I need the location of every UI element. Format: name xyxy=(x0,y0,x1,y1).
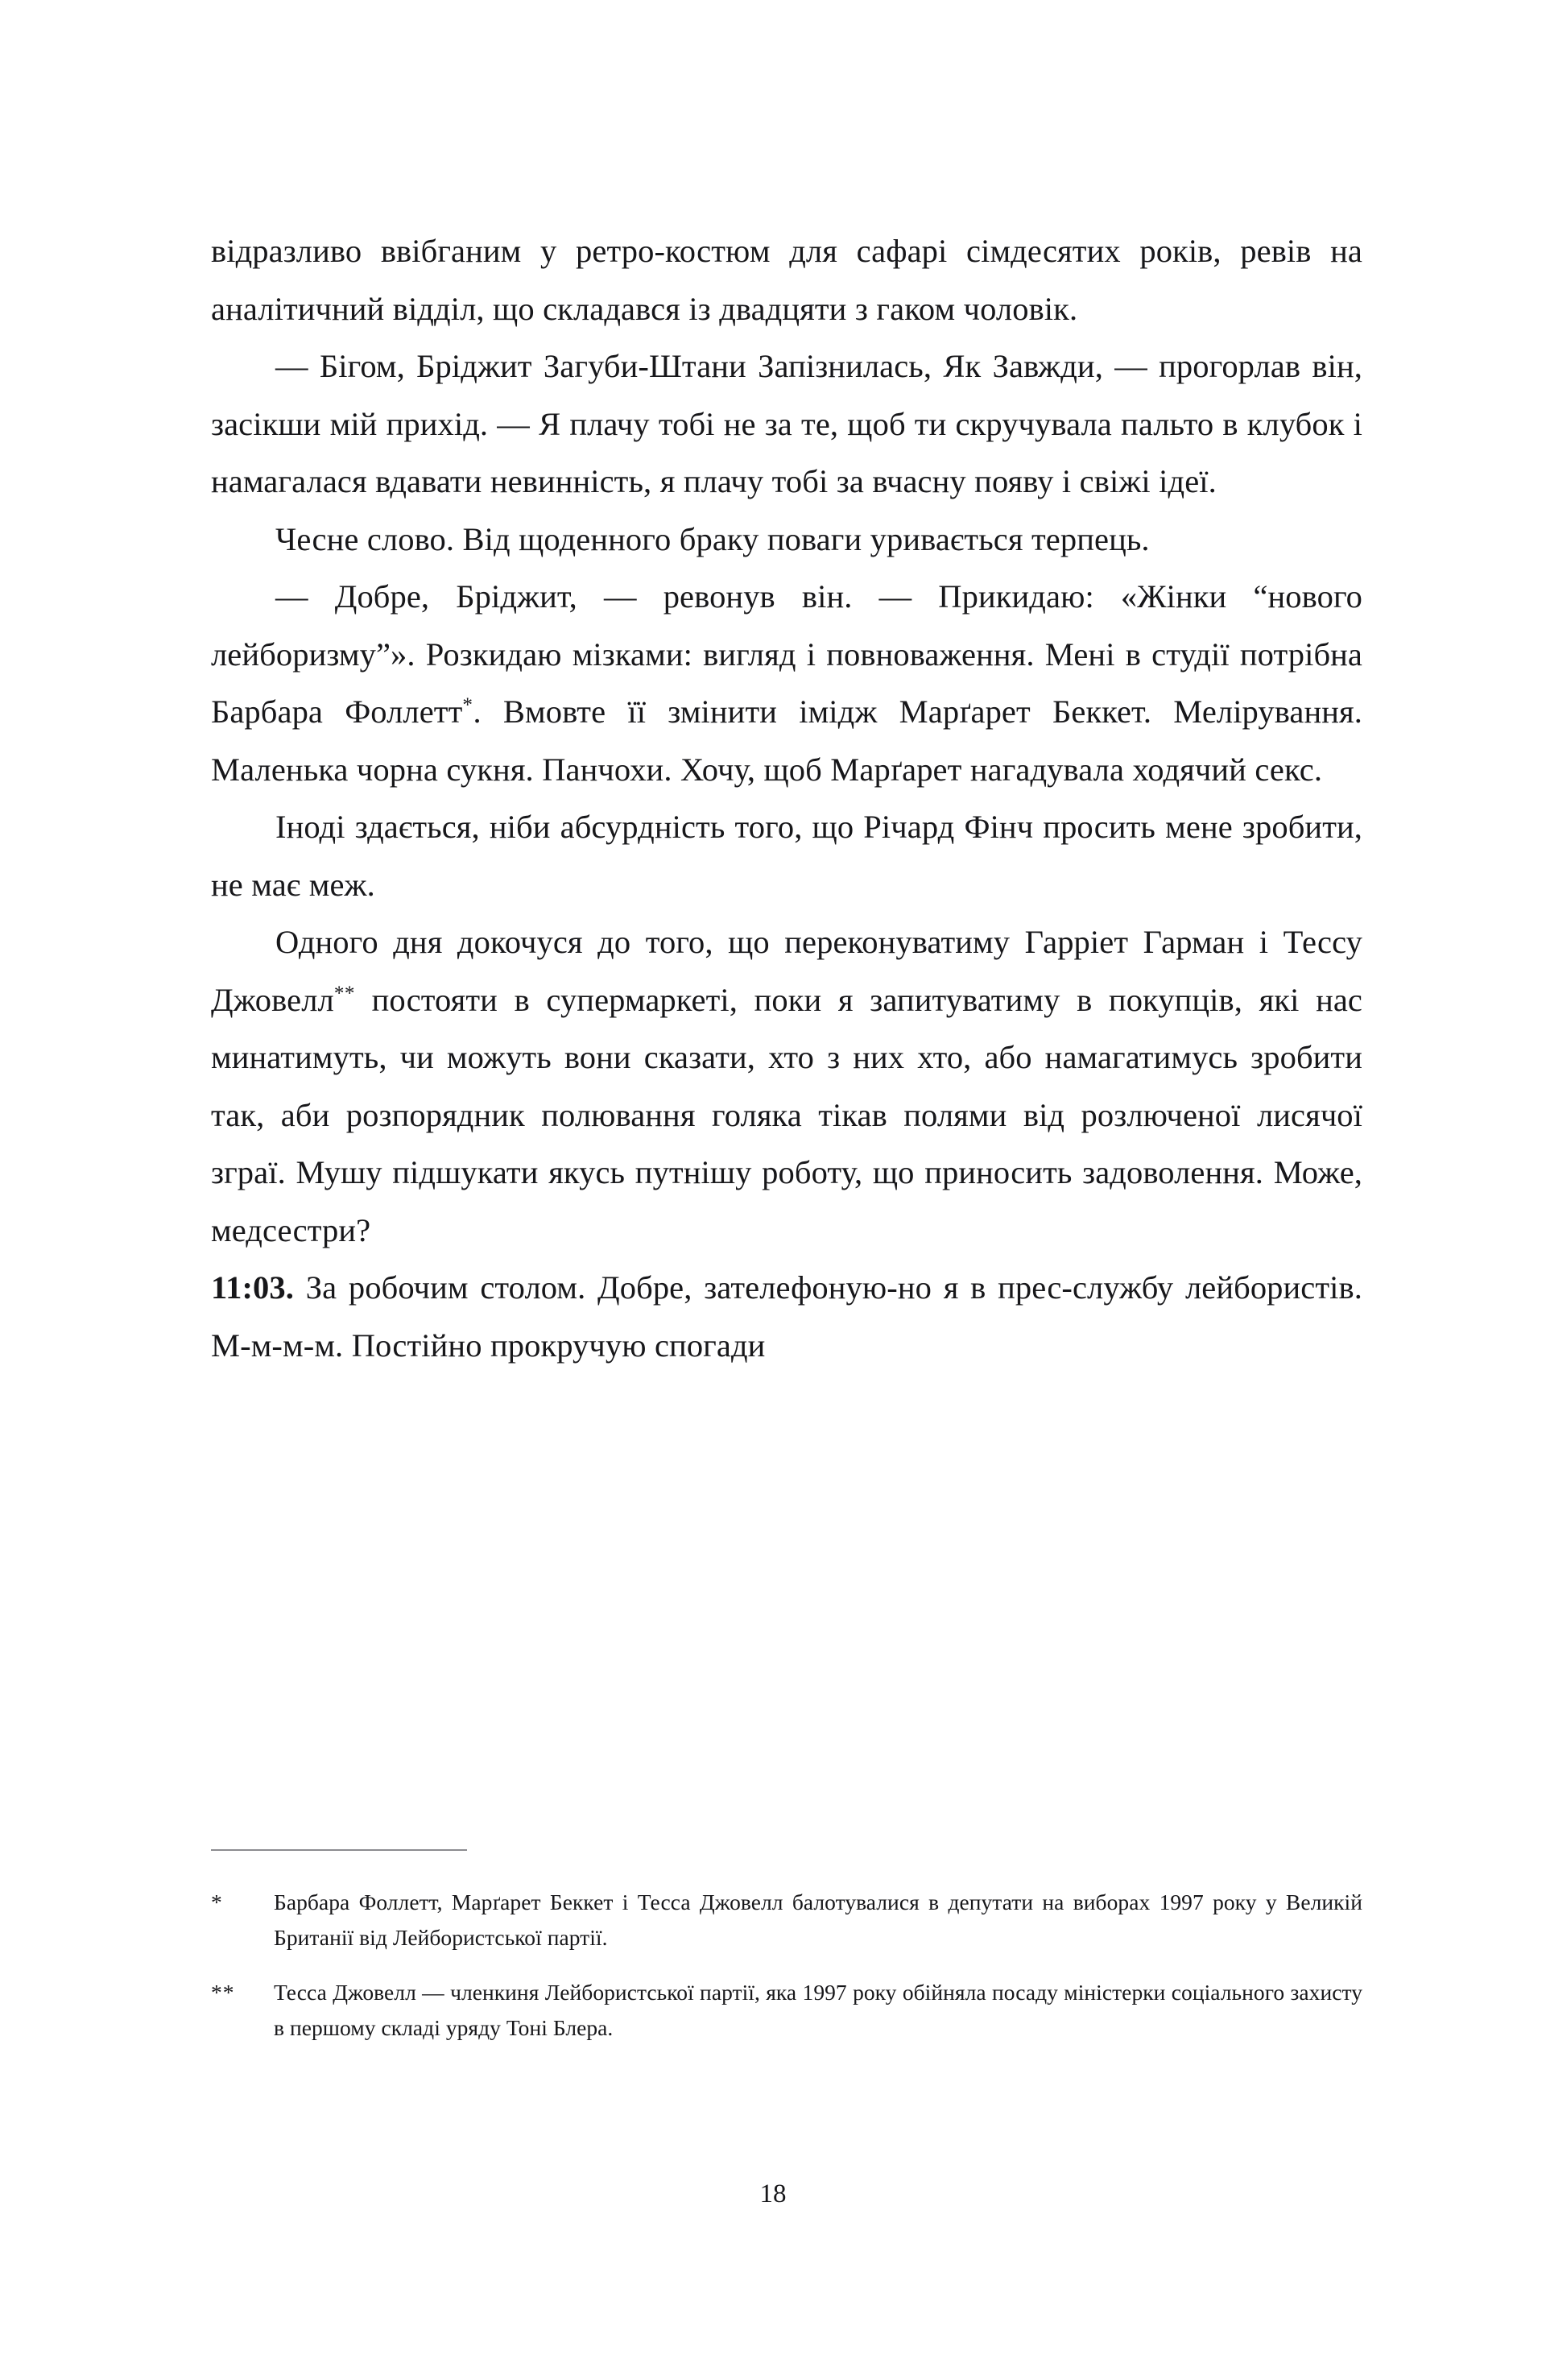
footnote-2-marker: ** xyxy=(211,1980,235,2005)
footnote-separator-rule xyxy=(211,1849,467,1851)
footnote-ref-2[interactable]: ** xyxy=(333,982,355,1004)
paragraph-5: Іноді здається, ніби абсурдність того, що Річард Фінч просить мене зробити, не має меж. xyxy=(211,809,1362,903)
paragraph-2: — Бігом, Бріджит Загуби-Штани Запізнилась, Як Завжди, — прогорлав він, засікши мій прихід. — Я плачу тобі не за те, щоб ти скручувала пальто в клубок і намагалася вдавати невинність, я плачу тобі за вчасну появу і свіжі ідеї. xyxy=(211,348,1362,499)
footnote-area xyxy=(211,1849,1362,2065)
paragraph-4-text-after-footnote: . Вмовте її змінити імідж Марґарет Беккет. Мелірування. Маленька чорна сукня. Панчохи. Хочу, щоб Марґарет нагадувала ходячий секс. xyxy=(211,693,1362,788)
timestamp-label: 11:03. xyxy=(211,1269,294,1306)
footnote-ref-1[interactable]: * xyxy=(462,694,473,717)
paragraph-3: Чесне слово. Від щоденного браку поваги уривається терпець. xyxy=(275,520,1150,557)
paragraph-6-text-before-footnote: Одного дня докочуся до того, що переконуватиму Гарріет Гарман і Тессу Джовелл xyxy=(211,924,1362,1018)
paragraph-4-text-before-footnote: — Добре, Бріджит, — ревонув він. — Прикидаю: «Жінки “нового лейборизму”». Розкидаю мізками: вигляд і повноваження. Мені в студії потрібна Барбара Фоллетт xyxy=(211,578,1362,730)
paragraph-6-text-after-footnote: постояти в супермаркеті, поки я запитуватиму в покупців, які нас минатимуть, чи можуть вони сказати, хто з них хто, або намагатимусь зробити так, аби розпорядник полювання голяка тікав полями від розлюченої лисячої зграї. Мушу підшукати якусь путнішу роботу, що приносить задоволення. Може, медсестри? xyxy=(211,981,1362,1248)
body-text-column xyxy=(211,222,1362,1374)
paragraph-1: відразливо ввібганим у ретро-костюм для сафарі сімдесятих років, ревів на аналітичний відділ, що складався із двадцяти з гаком чоловік. xyxy=(211,233,1362,327)
paragraph-7-timestamped xyxy=(211,1259,1362,1374)
footnote-1-marker: * xyxy=(211,1890,223,1914)
paragraph-6 xyxy=(211,913,1362,1259)
footnote-2-text: Тесса Джовелл — членкиня Лейбористської партії, яка 1997 року обійняла посаду міністерки соціального захисту в першому складі уряду Тоні Блера. xyxy=(274,1980,1362,2040)
footnote-1 xyxy=(211,1885,1362,1956)
paragraph-7-text: За робочим столом. Добре, зателефоную-но я в прес-службу лейбористів. М-м-м-м. Постійно прокручую спогади xyxy=(211,1269,1362,1364)
page-number: 18 xyxy=(759,2179,787,2208)
footnote-2 xyxy=(211,1975,1362,2046)
footnote-1-text: Барбара Фоллетт, Марґарет Беккет і Тесса Джовелл балотувалися в депутати на виборах 1997 року у Великій Британії від Лейбористської партії. xyxy=(274,1890,1362,1950)
paragraph-4 xyxy=(211,568,1362,798)
